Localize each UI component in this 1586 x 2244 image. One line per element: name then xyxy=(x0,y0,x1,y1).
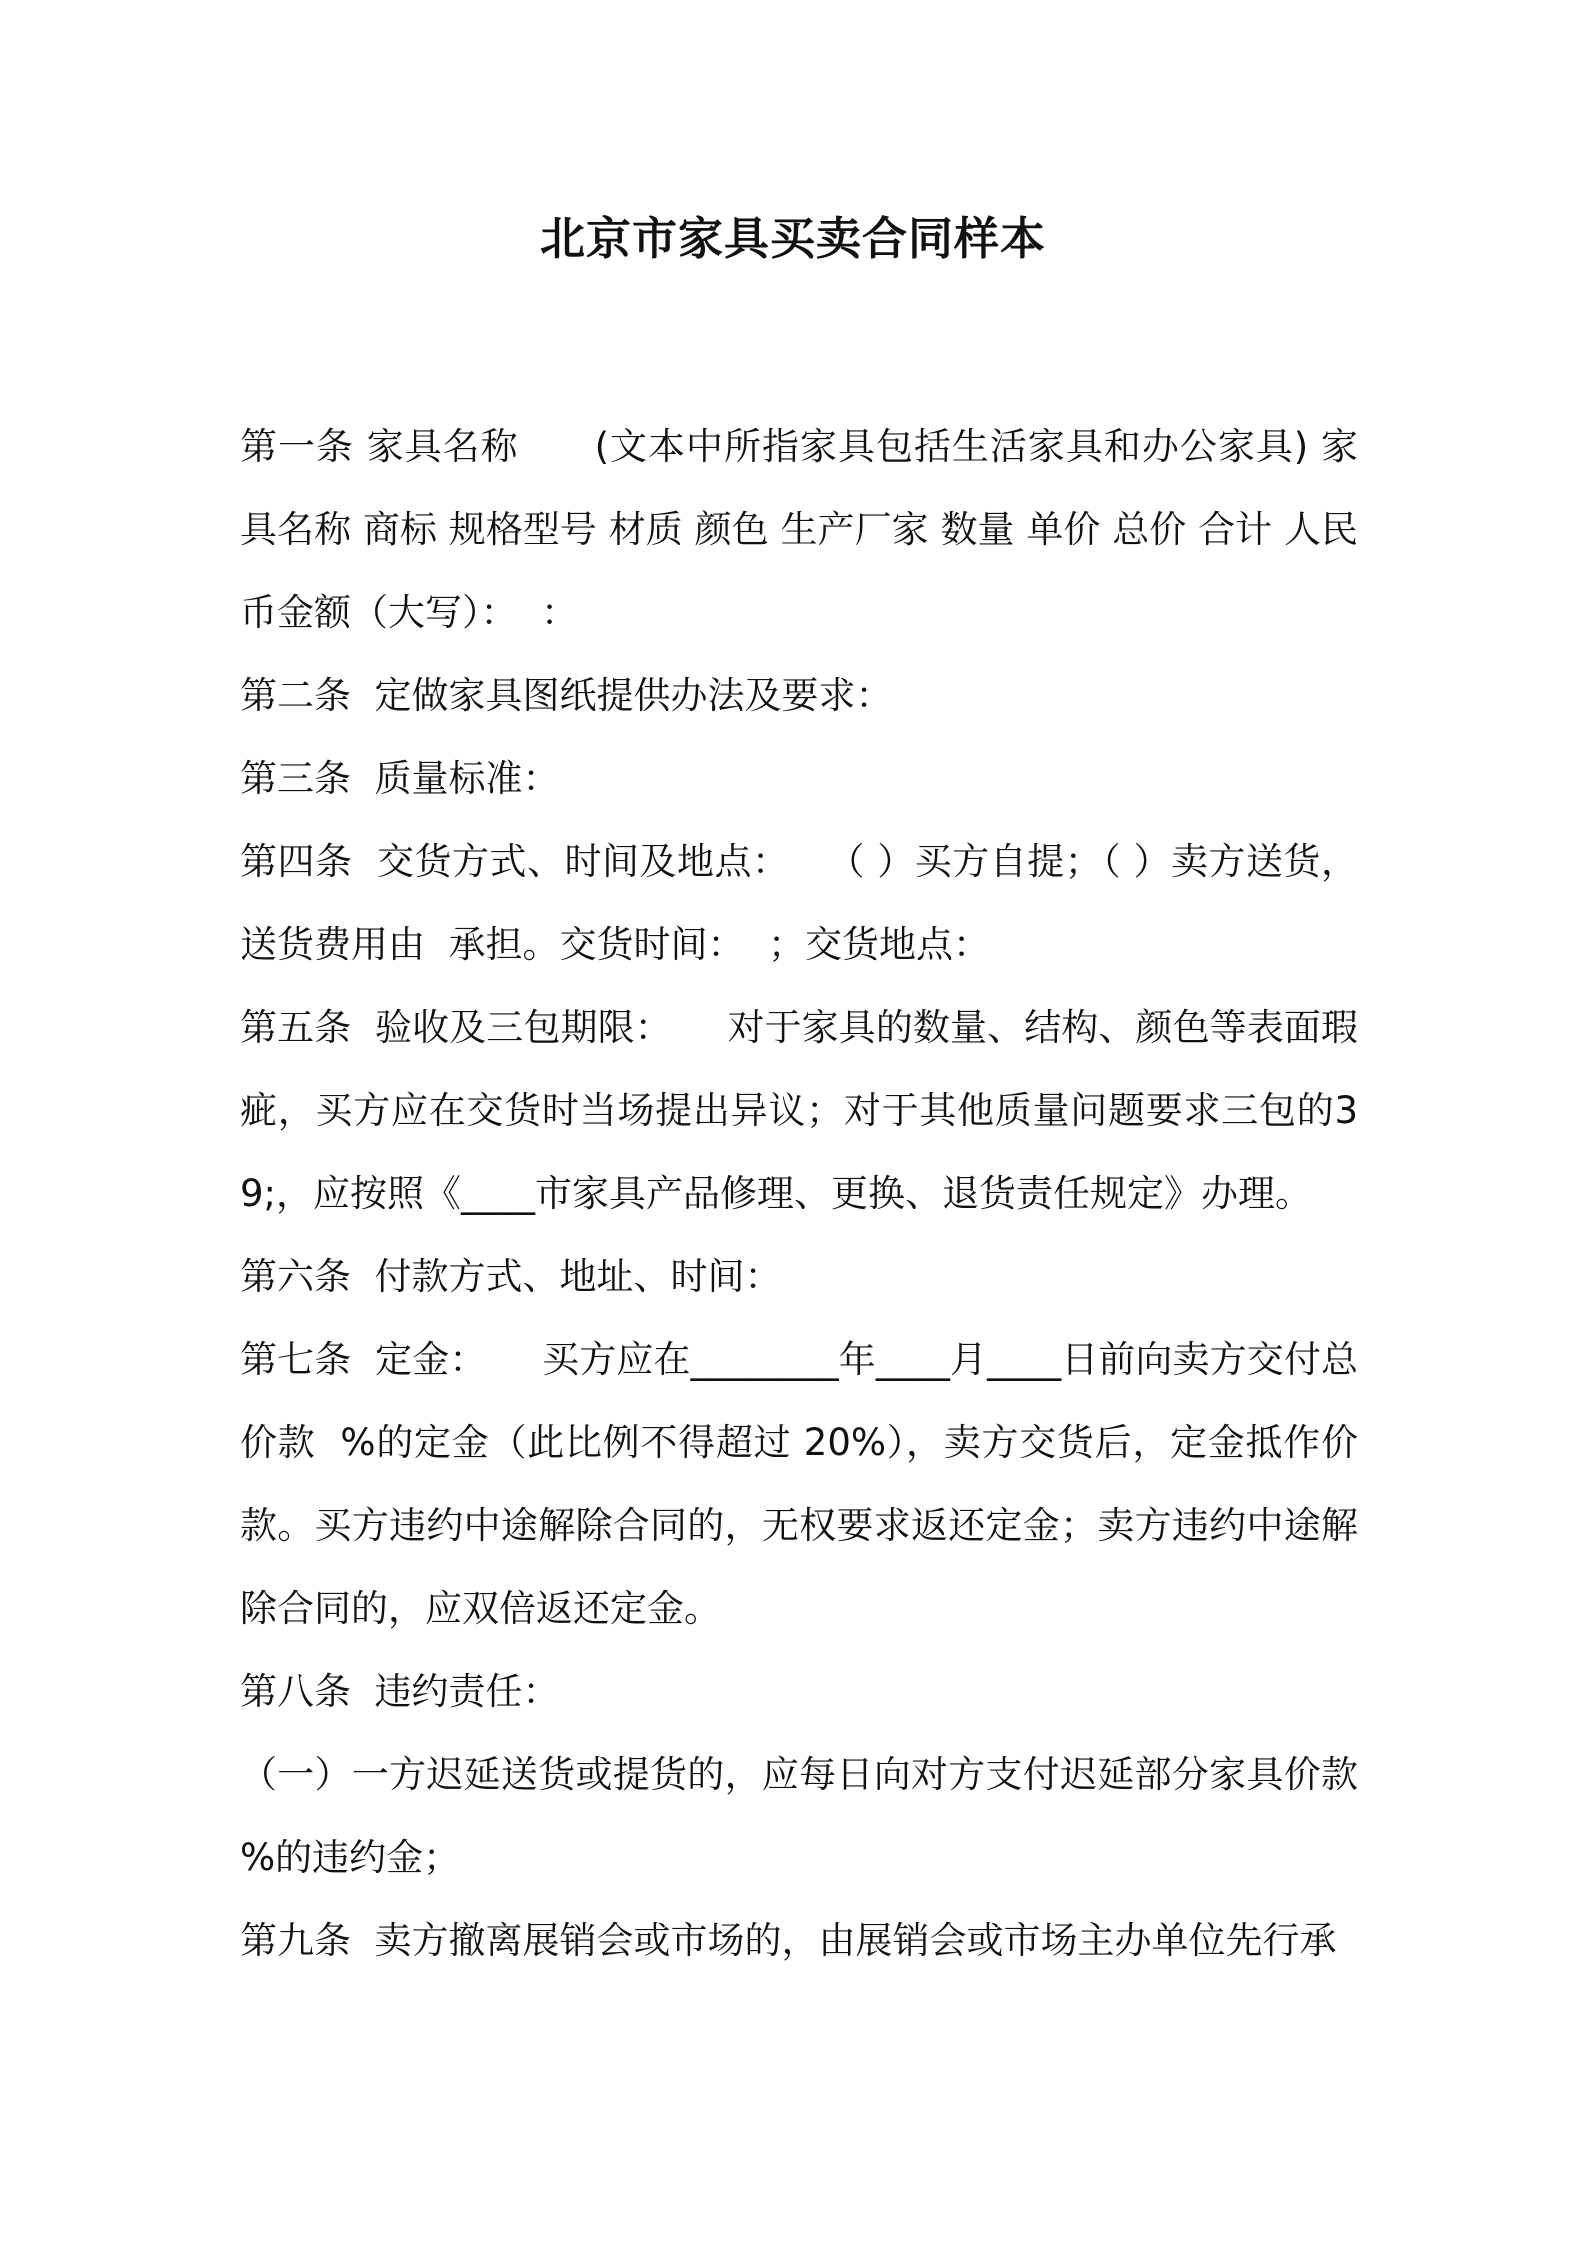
contract-body xyxy=(240,405,1382,1982)
article-8-paragraph: 第八条 违约责任： xyxy=(240,1670,560,1713)
article-1-paragraph: 第一条 家具名称 (文本中所指家具包括生活家具和办公家具) 家具名称 商标 规格型号 材质 颜色 生产厂家 数量 单价 总价 合计 人民币金额（大写）： ： xyxy=(240,425,1358,634)
page-title: 北京市家具买卖合同样本 xyxy=(539,212,1046,265)
article-8-item-1: （一）一方迟延送货或提货的，应每日向对方支付迟延部分家具价款 %的违约金； xyxy=(240,1753,1382,1879)
article-3-paragraph: 第三条 质量标准： xyxy=(240,757,560,800)
article-6-paragraph: 第六条 付款方式、地址、时间： xyxy=(240,1255,782,1298)
article-9-paragraph: 第九条 卖方撤离展销会或市场的，由展销会或市场主办单位先行承 xyxy=(240,1919,1337,1962)
article-4-paragraph: 第四条 交货方式、时间及地点： （ ）买方自提；（ ）卖方送货，送货费用由 承担。交货时间： ；交货地点： xyxy=(240,840,1358,966)
article-7-paragraph: 第七条 定金： 买方应在________年____月____日前向卖方交付总价款 %的定金（此比例不得超过 20%），卖方交货后，定金抵作价款。买方违约中途解除合同的，无权要求返还定金；卖方违约中途解除合同的，应双倍返还定金。 xyxy=(240,1338,1358,1630)
article-5-paragraph: 第五条 验收及三包期限： 对于家具的数量、结构、颜色等表面瑕疵，买方应在交货时当场提出异议；对于其他质量问题要求三包的39;，应按照《____市家具产品修理、更换、退货责任规定》办理。 xyxy=(240,1006,1358,1215)
article-2-paragraph: 第二条 定做家具图纸提供办法及要求： xyxy=(240,674,893,717)
